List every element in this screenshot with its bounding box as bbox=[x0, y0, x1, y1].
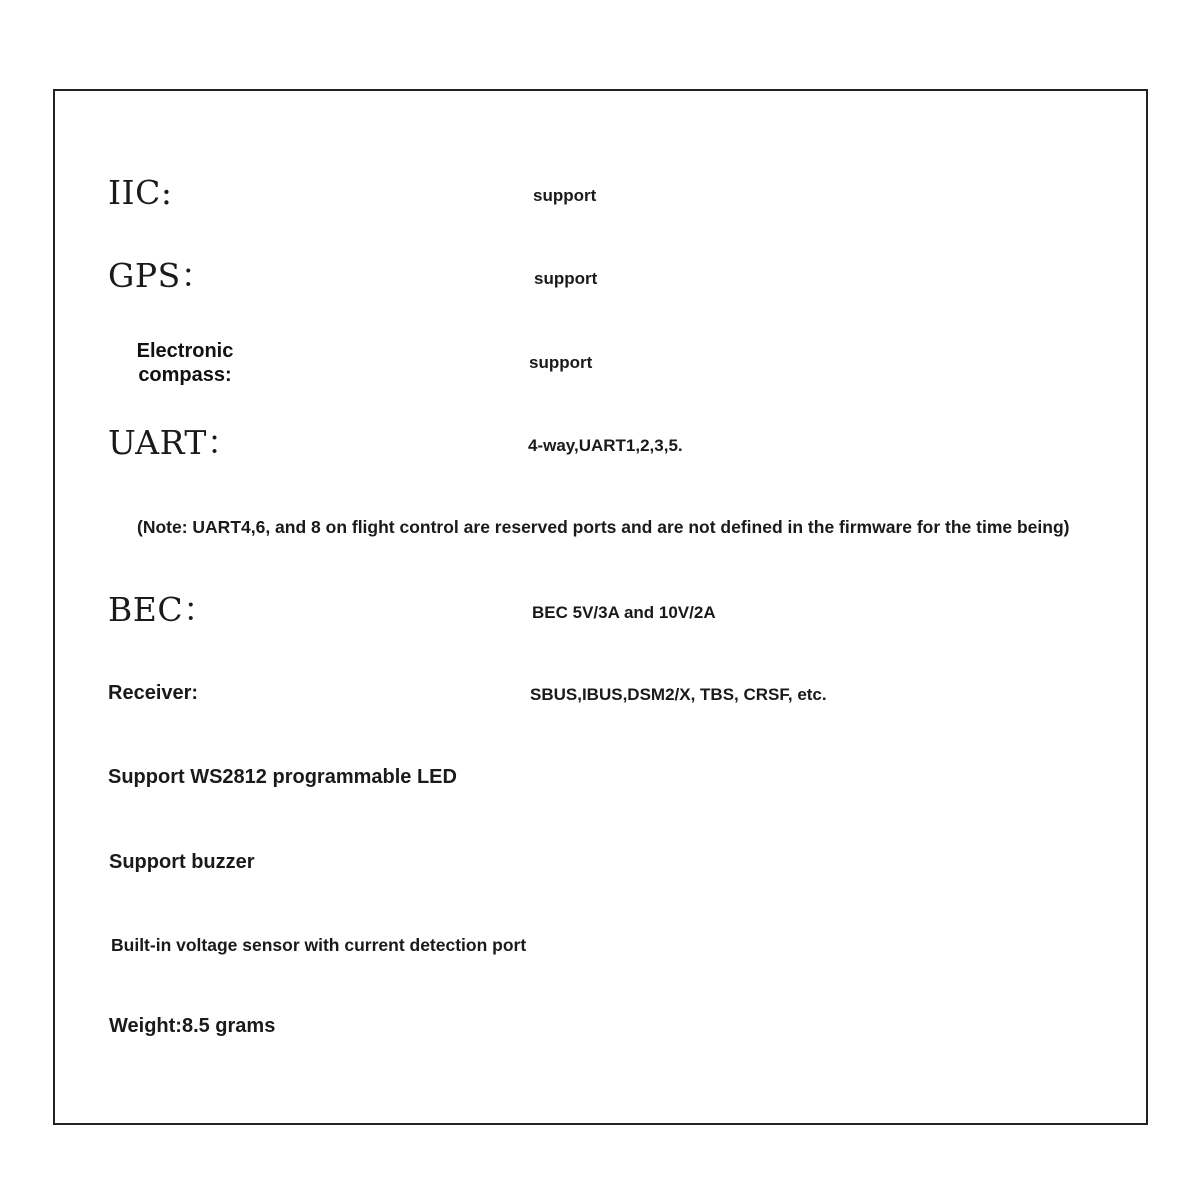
bec-label: BEC： bbox=[108, 590, 217, 629]
gps-label: GPS： bbox=[108, 256, 215, 295]
uart-label: UART： bbox=[108, 423, 241, 462]
iic-value: support bbox=[533, 186, 597, 205]
compass-label: Electronic compass: bbox=[136, 340, 234, 386]
receiver-value: SBUS,IBUS,DSM2/X, TBS, CRSF, etc. bbox=[530, 685, 827, 704]
feature-ws2812-led: Support WS2812 programmable LED bbox=[108, 766, 457, 788]
compass-value: support bbox=[529, 353, 593, 372]
feature-weight: Weight:8.5 grams bbox=[109, 1015, 276, 1037]
uart-note: (Note: UART4,6, and 8 on flight control are reserved ports and are not defined in the firmware for the time being) bbox=[137, 517, 1070, 537]
feature-voltage-sensor: Built-in voltage sensor with current detection port bbox=[111, 935, 527, 955]
receiver-label: Receiver: bbox=[108, 682, 199, 704]
iic-label: IIC: bbox=[108, 173, 173, 212]
feature-buzzer: Support buzzer bbox=[109, 851, 255, 873]
bec-value: BEC 5V/3A and 10V/2A bbox=[532, 603, 716, 622]
gps-value: support bbox=[534, 269, 598, 288]
uart-value: 4-way,UART1,2,3,5. bbox=[528, 436, 683, 455]
